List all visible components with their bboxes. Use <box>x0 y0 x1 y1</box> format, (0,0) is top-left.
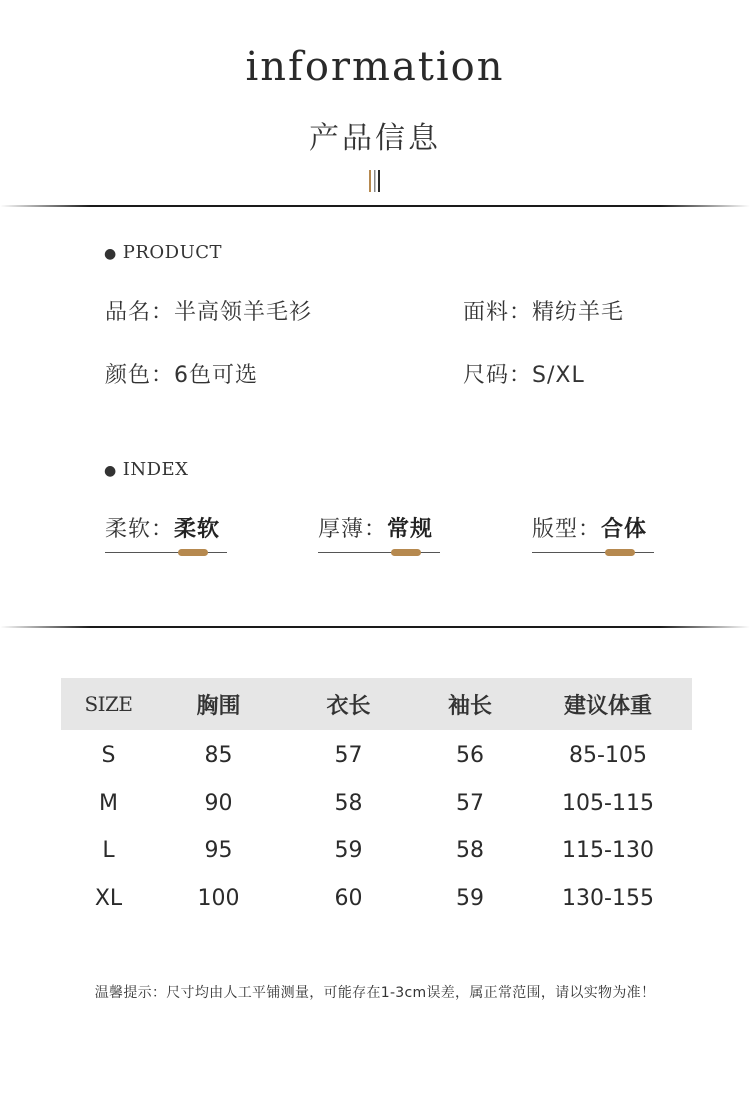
bullet-icon: ● <box>104 463 117 479</box>
table-cell: 100 <box>197 885 240 911</box>
indicator-knob <box>605 549 635 556</box>
index-section-label <box>104 459 188 480</box>
table-cell: 57 <box>334 743 363 769</box>
table-cell: 59 <box>456 885 484 911</box>
table-row <box>61 875 692 923</box>
product-label-text: PRODUCT <box>122 242 223 263</box>
index-thickness <box>318 512 433 543</box>
product-color: 颜色：6色可选 <box>105 363 258 388</box>
index-thickness-value: 常规 <box>387 517 434 542</box>
softness-indicator <box>105 549 227 557</box>
table-cell: 105-115 <box>562 790 654 816</box>
header-sleeve: 袖长 <box>447 693 492 719</box>
table-row <box>61 780 692 828</box>
title-cn: 产品信息 <box>309 121 441 156</box>
header-weight: 建议体重 <box>563 693 652 719</box>
table-cell: L <box>102 838 115 864</box>
table-row <box>61 732 692 780</box>
index-softness <box>105 512 220 543</box>
header-length: 衣长 <box>326 693 371 719</box>
indicator-track <box>318 552 440 553</box>
table-cell: 58 <box>334 790 363 816</box>
header-size: SIZE <box>84 692 133 716</box>
product-section-label <box>104 242 222 263</box>
size-table <box>61 678 692 922</box>
fit-indicator <box>532 549 654 557</box>
table-cell: 56 <box>456 743 484 769</box>
table-cell: 95 <box>204 838 233 864</box>
index-fit <box>532 512 647 543</box>
index-softness-label: 柔软： <box>105 517 175 542</box>
indicator-track <box>105 552 227 553</box>
bullet-icon: ● <box>104 246 117 262</box>
measurement-note: 温馨提示：尺寸均由人工平铺测量，可能存在1-3cm误差，属正常范围，请以实物为准！ <box>94 985 656 1001</box>
product-fabric: 面料：精纺羊毛 <box>463 300 625 325</box>
table-cell: 59 <box>334 838 363 864</box>
indicator-knob <box>391 549 421 556</box>
decorative-bars-icon <box>366 168 386 194</box>
indicator-track <box>532 552 654 553</box>
table-cell: 57 <box>456 790 484 816</box>
table-cell: 90 <box>204 790 233 816</box>
table-cell: S <box>101 743 116 769</box>
title-en: information <box>245 44 505 90</box>
product-size: 尺码：S/XL <box>463 363 585 388</box>
index-thickness-label: 厚薄： <box>318 517 388 542</box>
top-divider <box>0 205 750 207</box>
index-fit-label: 版型： <box>532 517 602 542</box>
index-fit-value: 合体 <box>601 517 648 542</box>
table-cell: 85 <box>204 743 233 769</box>
table-cell: 85-105 <box>569 743 647 769</box>
table-cell: 60 <box>334 885 363 911</box>
table-cell: 58 <box>456 838 484 864</box>
table-cell: 115-130 <box>562 838 654 864</box>
table-cell: M <box>99 790 118 816</box>
indicator-knob <box>178 549 208 556</box>
table-row <box>61 827 692 875</box>
index-label-text: INDEX <box>122 459 189 480</box>
product-name: 品名：半高领羊毛衫 <box>105 300 313 325</box>
thickness-indicator <box>318 549 440 557</box>
table-cell: XL <box>94 885 123 911</box>
table-cell: 130-155 <box>562 885 654 911</box>
middle-divider <box>0 626 750 628</box>
header-chest: 胸围 <box>196 693 241 719</box>
index-softness-value: 柔软 <box>174 517 221 542</box>
table-header <box>61 678 692 730</box>
